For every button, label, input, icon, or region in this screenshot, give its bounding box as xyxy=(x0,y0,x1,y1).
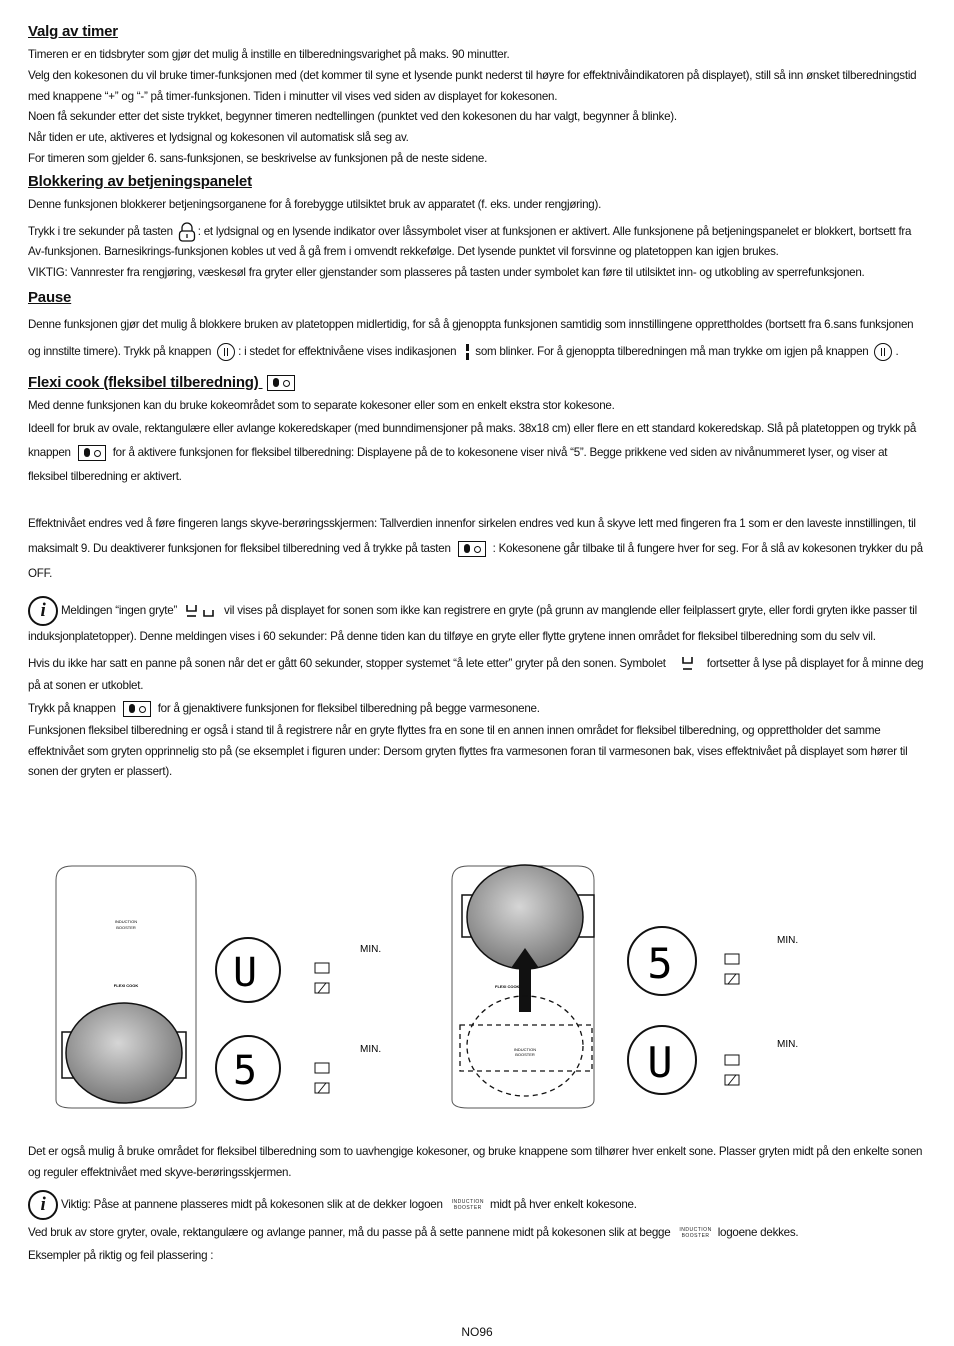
left-display-bottom xyxy=(216,1036,381,1100)
pot xyxy=(66,1003,182,1103)
timer-p3: Noen få sekunder etter det siste trykket, begynner timeren nedtellingen (punktet ved den kokesonen du har valgt, begynner å blinke). xyxy=(28,110,677,124)
right-display-bottom xyxy=(628,1026,798,1094)
heading-flexi: Flexi cook (fleksibel tilberedning) xyxy=(28,373,928,392)
timer-p1: Timeren er en tidsbryter som gjør det mulig å instille en tilberedningsvarighet på maks. 90 minutter. xyxy=(28,48,510,61)
flexi-p7: Det er også mulig å bruke området for fleksibel tilberedning som to uavhengige kokesoner, og bruke knappene som tilhører hver enkelt sone. Plasser gryten midt på den enkelte sonen og reguler effektnivået med skyve-berøringsskjermen. xyxy=(28,1145,923,1179)
info-icon: i xyxy=(28,1190,58,1220)
logo-text-1: INDUCTION xyxy=(114,919,138,924)
flexi-info2: i Viktig: Påse at pannene plasseres midt på kokesonen slik at de dekker logoen INDUCTION BOOSTER midt på hver enkelt kokesone. xyxy=(28,1190,928,1220)
left-display-top xyxy=(216,938,381,1002)
display-digit: U xyxy=(647,1038,673,1087)
flexi-info1: i Meldingen “ingen gryte” vil vises på displayet for sonen som ikke kan registrere en gryte (på grunn av manglende eller feilplassert gryte, eller fordi gryten ikke passer til induksjonplatetopper). Denne meldingen vises i 60 sekunder: På denne tiden kan du tilføye en gryte eller flytte grytene innen området for fleksibel tilberedning som du selv vil. xyxy=(28,596,928,647)
info-icon: i xyxy=(28,596,58,626)
flexi-p8: Ved bruk av store gryter, ovale, rektangulære og avlange panner, må du passe på å sette pannene midt på kokesonen slik at begge INDUCTION BOOSTER logoene dekkes. xyxy=(28,1225,799,1239)
lock-p2: Trykk i tre sekunder på tasten : et lydsignal og en lysende indikator over låssymbolet viser at funksjonen er aktivert. Alle funksjonene på betjeningspanelet er blokkert, bortsett fra Av-funksjonen. Barnesikrings-funksjonen kobles ut ved å gå frem i omvendt rekkefølge. Det lysende punktet vil forsvinne og platetoppen kan igjen brukes. xyxy=(28,222,928,264)
min-label: MIN. xyxy=(360,944,382,955)
lock-p3: VIKTIG: Vannrester fra rengjøring, væskesøl fra gryter eller gjenstander som plasseres på tasten under symbolet kan føre til utilsiktet inn- og utkobling av sperrefunksjonen. xyxy=(28,266,865,280)
flexi-cook-illustration xyxy=(50,860,930,1110)
pause-icon xyxy=(217,343,235,361)
min-label: MIN. xyxy=(360,1044,382,1055)
right-display-top xyxy=(628,927,798,995)
flexi-p9: Eksempler på riktig og feil plassering : xyxy=(28,1248,214,1262)
flexi-p1: Med denne funksjonen kan du bruke kokeområdet som to separate kokesoner eller som en enkelt ekstra stor kokesone. xyxy=(28,399,615,413)
min-label: MIN. xyxy=(777,935,799,946)
pause-indicator-icon xyxy=(462,343,472,361)
heading-lock: Blokkering av betjeningspanelet xyxy=(28,172,252,190)
display-digit: 5 xyxy=(232,1048,258,1094)
timer-p4: Når tiden er ute, aktiveres et lydsignal og kokesonen vil automatisk slå seg av. xyxy=(28,131,409,145)
heading-timer: Valg av timer xyxy=(28,23,118,40)
pause-p1: Denne funksjonen gjør det mulig å blokkere bruken av platetoppen midlertidig, for så å gjenoppta funksjonen samtidig som innstillingene opprettholdes (bortsett fra 6.sans funksjonen og innstilte timere). Trykk på knappen : i stedet for effektnivåene vises indikasjonen som blinker. For å gjenoppta tilberedningen må man trykke om igjen på knappen . xyxy=(28,311,928,365)
flexi-p2: Ideell for bruk av ovale, rektangulære eller avlange kokeredskaper (med bunndimensjoner på maks. 38x18 cm) eller flere en ett standard kokeredskap. Slå på platetoppen og trykk på knappen for å aktivere funksjonen for fleksibel tilberedning: Displayene på de to kokesonene viser nivå “5”. Begge prikkene ved siden av nivånummeret lyser, og viser at fleksibel tilberedning er aktivert. xyxy=(28,421,917,483)
pause-icon xyxy=(874,343,892,361)
timer-p2: Velg den kokesonen du vil bruke timer-funksjonen med (det kommer til syne et lysende punkt nederst til høyre for effektnivåindikatoren på displayet), still så inn ønsket tilberedningstid med knappene “+” og “-” på timer-funksjonen. Tiden i minutter vil vises ved siden av displayet for kokesonen. xyxy=(28,68,917,103)
lock-icon xyxy=(178,222,196,242)
document-page xyxy=(28,22,928,783)
logo-text-1: INDUCTION xyxy=(513,1047,537,1052)
flexi-p5: Trykk på knappen for å gjenaktivere funksjonen for fleksibel tilberedning på begge varmesonene. xyxy=(28,701,540,715)
induction-booster-logo: INDUCTION BOOSTER xyxy=(679,1226,712,1239)
no-pot-icon xyxy=(184,602,220,620)
logo-text-2: BOOSTER xyxy=(515,1052,535,1057)
flexi-label: FLEXI COOK xyxy=(495,984,520,989)
flexi-cook-icon xyxy=(458,541,486,557)
right-hob-diagram xyxy=(452,865,594,1108)
flexi-cook-icon xyxy=(123,701,151,717)
flexi-p3: Effektnivået endres ved å føre fingeren langs skyve-berøringsskjermen: Tallverdien innenfor sirkelen endres ved kun å skyve lett med fingeren fra 1 som er den laveste innstillingen, til maksimalt 9. Du deaktiverer funksjonen for fleksibel tilberedning ved å trykke på tasten : Kokesonene går tilbake til å fungere hver for seg. For å slå av kokesonen trykker du på OFF. xyxy=(28,516,923,580)
flexi-label: FLEXI COOK xyxy=(113,983,139,988)
document-page-bottom xyxy=(28,1142,928,1266)
page-number: NO96 xyxy=(461,1325,493,1339)
flexi-p4: Hvis du ikke har satt en panne på sonen når det er gått 60 sekunder, stopper systemet “å lete etter” gryter på den sonen. Symbolet fortsetter å lyse på displayet for å minne deg på at sonen er utkoblet. xyxy=(28,653,928,697)
no-pot-icon xyxy=(673,655,703,673)
flexi-cook-icon xyxy=(78,445,106,461)
timer-p5: For timeren som gjelder 6. sans-funksjonen, se beskrivelse av funksjonen på de neste sidene. xyxy=(28,151,488,165)
induction-booster-logo: INDUCTION BOOSTER xyxy=(451,1198,484,1211)
lock-p1: Denne funksjonen blokkerer betjeningsorganene for å forebygge utilsiktet bruk av apparatet (f. eks. under rengjøring). xyxy=(28,197,602,211)
display-digit: U xyxy=(232,950,258,996)
min-label: MIN. xyxy=(777,1039,799,1050)
flexi-cook-icon xyxy=(267,375,295,391)
flexi-p6: Funksjonen fleksibel tilberedning er også i stand til å registrere når en gryte flyttes fra en sone til en annen innen området for fleksibel tilberedning, og opprettholder det samme effektnivået som gryten opprinnelig sto på (se eksemplet i figuren under: Dersom gryten flyttes fra varmesonen foran til varmesonen bak, vises effektnivået på displayet som hører til sonen der gryten er plassert). xyxy=(28,723,908,779)
left-hob-diagram xyxy=(56,866,196,1108)
display-digit: 5 xyxy=(647,939,673,988)
heading-pause: Pause xyxy=(28,289,72,307)
logo-text-2: BOOSTER xyxy=(116,925,136,930)
